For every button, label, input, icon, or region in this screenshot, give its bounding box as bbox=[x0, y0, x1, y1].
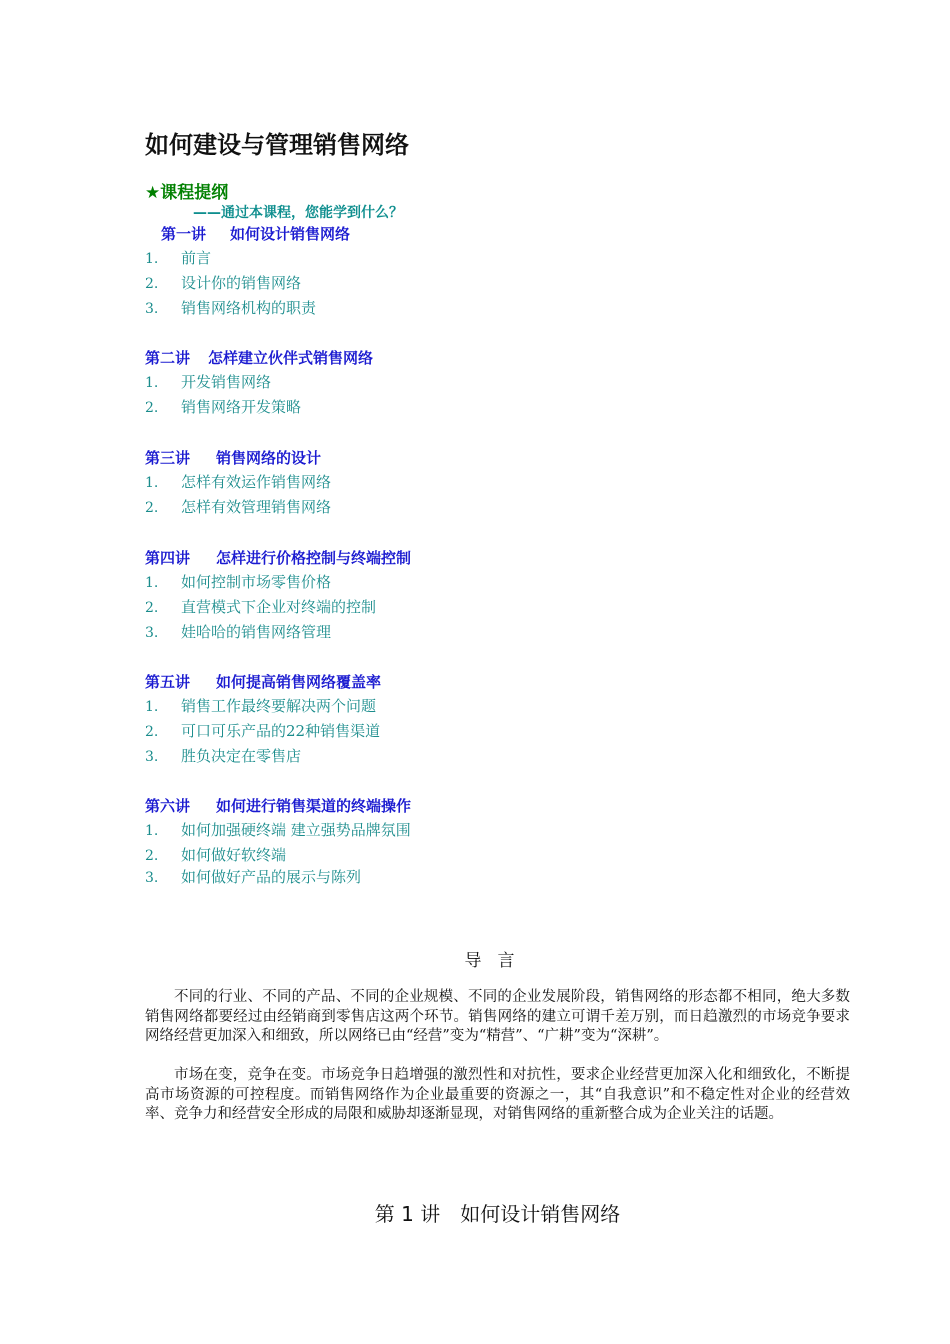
document-title: 如何建设与管理销售网络 bbox=[145, 131, 409, 159]
lecture-number: 第四讲 bbox=[145, 549, 191, 567]
lecture-number: 第一讲 bbox=[161, 225, 207, 243]
lecture-title bbox=[145, 446, 850, 470]
lecture-name: 如何进行销售渠道的终端操作 bbox=[216, 797, 412, 815]
intro-paragraph-2: 市场在变，竞争在变。市场竞争日趋增强的激烈性和对抗性，要求企业经营更加深入化和细致化，不断提高市场资源的可控程度。而销售网络作为企业最重要的资源之一，其“自我意识”和不稳定性对企业的经营效率、竞争力和经营安全形成的局限和威胁却逐渐显现，对销售网络的重新整合成为企业关注的话题。 bbox=[145, 1067, 850, 1123]
lecture-name: 怎样进行价格控制与终端控制 bbox=[216, 549, 412, 567]
lecture-name: 如何设计销售网络 bbox=[230, 225, 351, 243]
list-item: 1. 开发销售网络 bbox=[145, 373, 272, 391]
list-item: 3. 销售网络机构的职责 bbox=[145, 299, 317, 317]
list-item: 2. 销售网络开发策略 bbox=[145, 398, 302, 416]
list-item: 2. 直营模式下企业对终端的控制 bbox=[145, 598, 377, 616]
list-item: 1. 前言 bbox=[145, 249, 212, 267]
list-item: 1. 如何加强硬终端 建立强势品牌氛围 bbox=[145, 821, 411, 839]
list-item: 2. 怎样有效管理销售网络 bbox=[145, 498, 332, 516]
list-item: 3. 娃哈哈的销售网络管理 bbox=[145, 623, 332, 641]
intro-heading: 导言 bbox=[464, 951, 531, 971]
lecture-1-section-heading: 第 1 讲 如何设计销售网络 bbox=[374, 1202, 621, 1226]
lecture-5 bbox=[145, 670, 850, 769]
list-item: 3. 胜负决定在零售店 bbox=[145, 747, 302, 765]
lecture-title bbox=[145, 670, 850, 694]
lecture-1 bbox=[145, 222, 850, 321]
list-item: 2. 可口可乐产品的22种销售渠道 bbox=[145, 722, 381, 740]
lecture-title bbox=[145, 222, 850, 246]
lecture-name: 销售网络的设计 bbox=[216, 449, 322, 467]
lecture-name: 如何提高销售网络覆盖率 bbox=[216, 673, 382, 691]
lecture-6 bbox=[145, 794, 850, 889]
lecture-title bbox=[145, 346, 850, 370]
lecture-number: 第五讲 bbox=[145, 673, 191, 691]
outline-heading: ★课程提纲 bbox=[145, 183, 229, 203]
lecture-name: 怎样建立伙伴式销售网络 bbox=[208, 349, 374, 367]
lecture-number: 第六讲 bbox=[145, 797, 191, 815]
lecture-2 bbox=[145, 346, 850, 420]
list-item: 1. 怎样有效运作销售网络 bbox=[145, 473, 332, 491]
lecture-title bbox=[145, 546, 850, 570]
lecture-3 bbox=[145, 446, 850, 520]
list-item: 1. 销售工作最终要解决两个问题 bbox=[145, 697, 377, 715]
list-item: 2. 如何做好软终端 bbox=[145, 846, 287, 864]
list-item: 3. 如何做好产品的展示与陈列 bbox=[145, 868, 362, 886]
outline-subheading: ——通过本课程，您能学到什么？ bbox=[193, 205, 403, 221]
lecture-number: 第二讲 bbox=[145, 349, 191, 367]
lecture-4 bbox=[145, 546, 850, 645]
intro-paragraph-1: 不同的行业、不同的产品、不同的企业规模、不同的企业发展阶段，销售网络的形态都不相同，绝大多数销售网络都要经过由经销商到零售店这两个环节。销售网络的建立可谓千差万别，而日趋激烈的市场竞争要求网络经营更加深入和细致，所以网络已由“经营”变为“精营”、“广耕”变为“深耕”。 bbox=[145, 989, 850, 1045]
lecture-title bbox=[145, 794, 850, 818]
list-item: 2. 设计你的销售网络 bbox=[145, 274, 302, 292]
lecture-number: 第三讲 bbox=[145, 449, 191, 467]
list-item: 1. 如何控制市场零售价格 bbox=[145, 573, 332, 591]
